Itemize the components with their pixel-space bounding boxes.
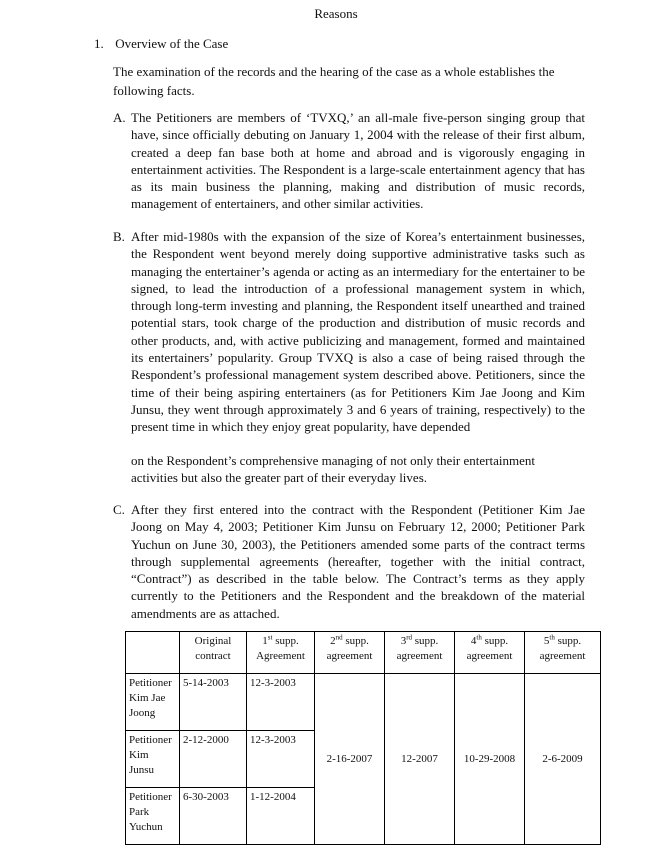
petitioner-name-cell: Petitioner Kim Junsu <box>126 731 180 788</box>
original-date-cell: 6-30-2003 <box>180 788 247 845</box>
agreements-table <box>125 631 601 845</box>
paragraph-label: C. <box>113 502 125 517</box>
section-number: 1. <box>94 36 104 51</box>
supp4-date-cell: 10-29-2008 <box>455 674 525 845</box>
supp5-date-cell: 2-6-2009 <box>525 674 601 845</box>
header-supp-3: 3rd supp. agreement <box>385 632 455 674</box>
paragraph-text: After mid-1980s with the expansion of the size of Korea’s entertainment businesses, the Respondent went beyond merely doing supportive administrative tasks such as managing the entertainer’s agenda or acting as an intermediary for the entertainer to be signed, to lead the introduction of a professional management system in which, through long-term investing and planning, the Respondent itself unearthed and trained potential stars, took charge of the production and distribution of music records and other products, and, with active publicizing and management, formed and maintained its entertainers’ popularity. Group TVXQ is also a case of being raised through the Respondent’s professional management system described above. Petitioners, since the time of their being aspiring entertainers (as for Petitioners Kim Jae Joong and Kim Junsu, they went through approximately 3 and 6 years of training, respectively) to the present time in which they enjoy great popularity, have depended <box>131 229 585 435</box>
supp1-date-cell: 1-12-2004 <box>247 788 315 845</box>
paragraph-text: The Petitioners are members of ‘TVXQ,’ an all-male five-person singing group that have, since officially debuting on January 1, 2004 with the release of their first album, created a deep fan base both at home and abroad and is vigorously engaging in entertainment activities. The Respondent is a large-scale entertainment agency that has as its main business the planning, making and distribution of music records, management of entertainers, and other similar activities. <box>131 110 585 212</box>
header-corner-cell <box>126 632 180 674</box>
header-original-contract: Original contract <box>180 632 247 674</box>
supp3-date-cell: 12-2007 <box>385 674 455 845</box>
supp2-date-cell: 2-16-2007 <box>315 674 385 845</box>
table-row <box>126 674 601 731</box>
section-title: Overview of the Case <box>115 36 229 51</box>
header-supp-1: 1st supp. Agreement <box>247 632 315 674</box>
supp1-date-cell: 12-3-2003 <box>247 674 315 731</box>
paragraph-b-continuation: on the Respondent’s comprehensive managing of not only their entertainment activities but also the greater part of their everyday lives. <box>131 453 535 486</box>
paragraph-text: After they first entered into the contract with the Respondent (Petitioner Kim Jae Joong on May 4, 2003; Petitioner Kim Junsu on February 12, 2000; Petitioner Park Yuchun on June 30, 2003), the Petitioners amended some parts of the contract terms through supplemental agreements (hereafter, together with the initial contract, “Contract”) as described in the table below. The Contract’s terms as they apply currently to the Petitioners and the Respondent and the breakdown of the material amendments are as attached. <box>131 502 585 621</box>
intro-paragraph: The examination of the records and the hearing of the case as a whole establishes the following facts. <box>113 64 555 98</box>
petitioner-name-cell: Petitioner Kim Jae Joong <box>126 674 180 731</box>
paragraph-label: B. <box>113 229 125 244</box>
page-title: Reasons <box>314 6 358 21</box>
supp1-date-cell: 12-3-2003 <box>247 731 315 788</box>
original-date-cell: 2-12-2000 <box>180 731 247 788</box>
header-supp-2: 2nd supp. agreement <box>315 632 385 674</box>
section-heading <box>94 36 228 52</box>
header-supp-5: 5th supp. agreement <box>525 632 601 674</box>
petitioner-name-cell: Petitioner Park Yuchun <box>126 788 180 845</box>
table-header-row <box>126 632 601 674</box>
header-supp-4: 4th supp. agreement <box>455 632 525 674</box>
original-date-cell: 5-14-2003 <box>180 674 247 731</box>
paragraph-label: A. <box>113 110 126 125</box>
